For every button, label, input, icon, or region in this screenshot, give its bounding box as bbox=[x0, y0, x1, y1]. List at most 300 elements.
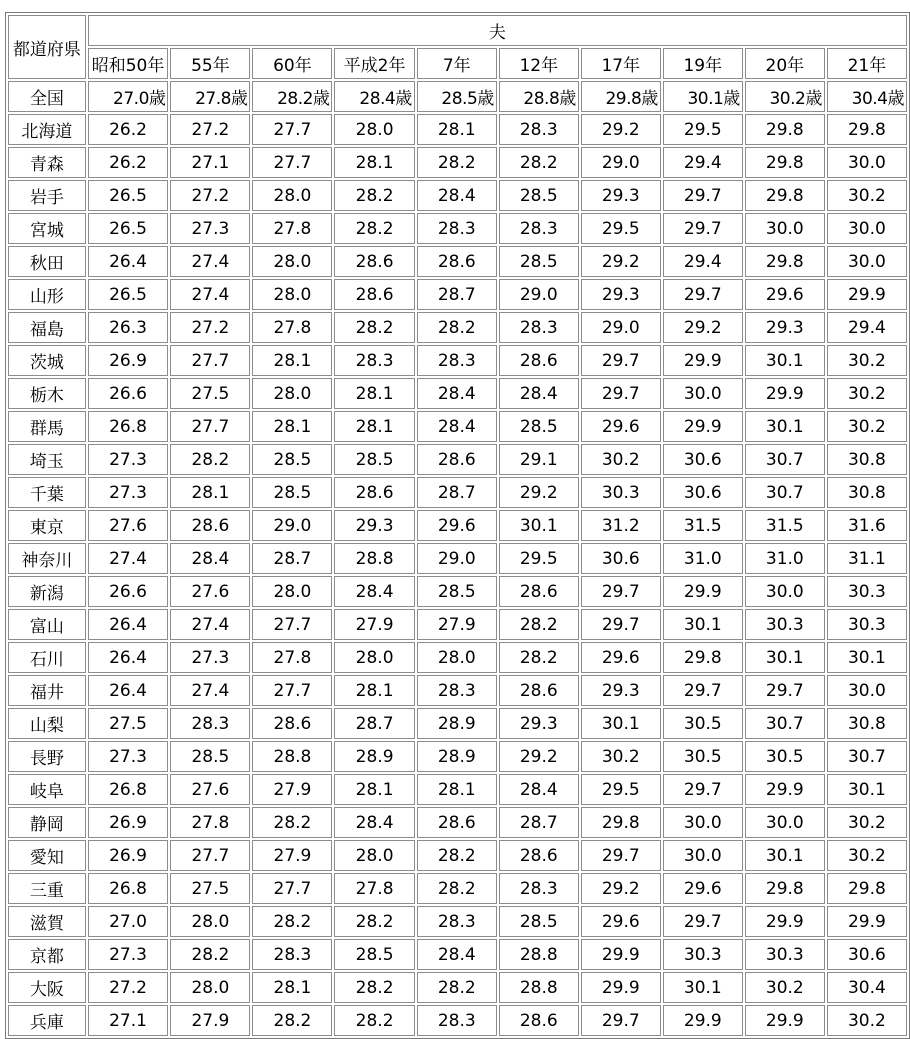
value-cell: 30.5 bbox=[745, 741, 825, 772]
value-cell: 29.3 bbox=[581, 279, 661, 310]
prefecture-cell: 福島 bbox=[8, 312, 86, 343]
value-cell: 28.8 bbox=[252, 741, 332, 772]
value-cell: 30.2 bbox=[581, 444, 661, 475]
value-cell: 29.9 bbox=[745, 906, 825, 937]
value-cell: 29.4 bbox=[663, 147, 743, 178]
prefecture-cell: 静岡 bbox=[8, 807, 86, 838]
value-cell: 31.6 bbox=[827, 510, 907, 541]
value-cell: 27.7 bbox=[252, 114, 332, 145]
value-cell: 29.9 bbox=[827, 906, 907, 937]
value-cell: 27.7 bbox=[170, 345, 250, 376]
table-row bbox=[8, 345, 907, 376]
value-cell: 29.7 bbox=[663, 279, 743, 310]
value-cell: 27.8 bbox=[252, 312, 332, 343]
value-cell: 30.0 bbox=[827, 147, 907, 178]
value-cell: 28.7 bbox=[252, 543, 332, 574]
value-cell: 28.2 bbox=[334, 1005, 414, 1036]
value-cell: 28.5 bbox=[170, 741, 250, 772]
value-cell: 28.5 bbox=[252, 477, 332, 508]
prefecture-cell: 福井 bbox=[8, 675, 86, 706]
value-cell: 26.4 bbox=[88, 609, 169, 640]
value-cell: 28.8 bbox=[499, 972, 579, 1003]
prefecture-cell: 滋賀 bbox=[8, 906, 86, 937]
value-cell: 27.7 bbox=[252, 675, 332, 706]
value-cell: 28.0 bbox=[252, 246, 332, 277]
table-row bbox=[8, 543, 907, 574]
value-cell: 27.8 bbox=[252, 642, 332, 673]
value-cell: 30.0 bbox=[663, 840, 743, 871]
prefecture-cell: 神奈川 bbox=[8, 543, 86, 574]
year-column-header: 昭和50年 bbox=[88, 48, 169, 79]
value-cell: 28.3 bbox=[334, 345, 414, 376]
value-cell: 29.5 bbox=[499, 543, 579, 574]
value-cell: 27.3 bbox=[170, 642, 250, 673]
value-cell: 30.2 bbox=[581, 741, 661, 772]
value-cell: 28.2 bbox=[334, 213, 414, 244]
year-column-header: 55年 bbox=[170, 48, 250, 79]
table-row bbox=[8, 444, 907, 475]
prefecture-cell: 石川 bbox=[8, 642, 86, 673]
prefecture-cell: 茨城 bbox=[8, 345, 86, 376]
prefecture-cell: 京都 bbox=[8, 939, 86, 970]
value-cell: 28.5 bbox=[334, 444, 414, 475]
year-column-header: 60年 bbox=[252, 48, 332, 79]
value-cell: 28.6 bbox=[499, 840, 579, 871]
value-cell: 28.6 bbox=[499, 345, 579, 376]
table-row bbox=[8, 477, 907, 508]
value-cell: 29.1 bbox=[499, 444, 579, 475]
prefecture-cell: 三重 bbox=[8, 873, 86, 904]
value-cell: 29.5 bbox=[663, 114, 743, 145]
value-cell: 27.4 bbox=[170, 279, 250, 310]
value-cell: 28.4 bbox=[499, 774, 579, 805]
value-cell: 29.3 bbox=[334, 510, 414, 541]
value-cell: 28.6 bbox=[417, 807, 497, 838]
value-cell: 28.0 bbox=[334, 642, 414, 673]
table-header bbox=[8, 15, 907, 79]
value-cell: 30.2 bbox=[827, 840, 907, 871]
value-cell: 29.3 bbox=[581, 180, 661, 211]
value-cell: 28.2 bbox=[334, 180, 414, 211]
table-row bbox=[8, 312, 907, 343]
value-cell: 28.1 bbox=[334, 378, 414, 409]
value-cell: 28.6 bbox=[499, 1005, 579, 1036]
value-cell: 28.5 bbox=[252, 444, 332, 475]
value-cell: 27.0歳 bbox=[88, 81, 169, 112]
value-cell: 28.3 bbox=[417, 1005, 497, 1036]
value-cell: 28.0 bbox=[170, 972, 250, 1003]
prefecture-cell: 兵庫 bbox=[8, 1005, 86, 1036]
value-cell: 30.6 bbox=[827, 939, 907, 970]
value-cell: 30.2 bbox=[827, 1005, 907, 1036]
value-cell: 29.6 bbox=[581, 642, 661, 673]
value-cell: 27.7 bbox=[170, 840, 250, 871]
value-cell: 29.2 bbox=[581, 873, 661, 904]
value-cell: 29.3 bbox=[745, 312, 825, 343]
prefecture-cell: 北海道 bbox=[8, 114, 86, 145]
value-cell: 29.9 bbox=[663, 411, 743, 442]
value-cell: 31.1 bbox=[827, 543, 907, 574]
prefecture-cell: 山梨 bbox=[8, 708, 86, 739]
value-cell: 28.1 bbox=[252, 972, 332, 1003]
value-cell: 29.5 bbox=[581, 774, 661, 805]
prefecture-cell: 大阪 bbox=[8, 972, 86, 1003]
value-cell: 28.1 bbox=[417, 774, 497, 805]
value-cell: 28.6 bbox=[170, 510, 250, 541]
value-cell: 28.3 bbox=[499, 312, 579, 343]
value-cell: 28.4 bbox=[417, 180, 497, 211]
table-container bbox=[5, 12, 910, 1039]
value-cell: 29.0 bbox=[417, 543, 497, 574]
value-cell: 28.4 bbox=[417, 378, 497, 409]
value-cell: 27.2 bbox=[170, 114, 250, 145]
value-cell: 29.5 bbox=[581, 213, 661, 244]
header-row-group bbox=[8, 15, 907, 46]
value-cell: 31.2 bbox=[581, 510, 661, 541]
value-cell: 28.7 bbox=[334, 708, 414, 739]
value-cell: 30.1 bbox=[827, 774, 907, 805]
value-cell: 29.7 bbox=[663, 774, 743, 805]
value-cell: 28.7 bbox=[499, 807, 579, 838]
value-cell: 30.0 bbox=[745, 213, 825, 244]
value-cell: 29.2 bbox=[499, 741, 579, 772]
value-cell: 30.0 bbox=[663, 807, 743, 838]
value-cell: 29.8 bbox=[581, 807, 661, 838]
value-cell: 28.0 bbox=[170, 906, 250, 937]
value-cell: 29.3 bbox=[581, 675, 661, 706]
prefecture-cell: 宮城 bbox=[8, 213, 86, 244]
value-cell: 30.0 bbox=[827, 246, 907, 277]
value-cell: 29.7 bbox=[581, 378, 661, 409]
value-cell: 28.2 bbox=[417, 147, 497, 178]
value-cell: 28.5 bbox=[499, 906, 579, 937]
value-cell: 27.3 bbox=[88, 477, 169, 508]
table-row bbox=[8, 774, 907, 805]
value-cell: 27.7 bbox=[252, 147, 332, 178]
value-cell: 26.4 bbox=[88, 642, 169, 673]
value-cell: 27.4 bbox=[88, 543, 169, 574]
table-row bbox=[8, 510, 907, 541]
value-cell: 29.2 bbox=[663, 312, 743, 343]
value-cell: 28.5 bbox=[417, 576, 497, 607]
value-cell: 27.6 bbox=[88, 510, 169, 541]
value-cell: 30.7 bbox=[745, 444, 825, 475]
value-cell: 28.8 bbox=[334, 543, 414, 574]
value-cell: 30.1 bbox=[663, 609, 743, 640]
value-cell: 30.4 bbox=[827, 972, 907, 1003]
value-cell: 30.1 bbox=[499, 510, 579, 541]
value-cell: 27.8 bbox=[334, 873, 414, 904]
value-cell: 28.3 bbox=[417, 906, 497, 937]
value-cell: 28.6 bbox=[252, 708, 332, 739]
value-cell: 29.9 bbox=[581, 972, 661, 1003]
value-cell: 28.5歳 bbox=[417, 81, 497, 112]
value-cell: 28.4 bbox=[499, 378, 579, 409]
prefecture-cell: 秋田 bbox=[8, 246, 86, 277]
year-column-header: 7年 bbox=[417, 48, 497, 79]
value-cell: 28.2 bbox=[499, 609, 579, 640]
value-cell: 28.3 bbox=[252, 939, 332, 970]
year-column-header: 20年 bbox=[745, 48, 825, 79]
value-cell: 27.2 bbox=[170, 312, 250, 343]
value-cell: 28.0 bbox=[334, 114, 414, 145]
value-cell: 27.9 bbox=[252, 840, 332, 871]
value-cell: 29.7 bbox=[581, 840, 661, 871]
value-cell: 26.2 bbox=[88, 114, 169, 145]
table-row bbox=[8, 972, 907, 1003]
prefecture-cell: 全国 bbox=[8, 81, 86, 112]
value-cell: 30.8 bbox=[827, 708, 907, 739]
table-row bbox=[8, 81, 907, 112]
value-cell: 29.9 bbox=[663, 1005, 743, 1036]
value-cell: 28.0 bbox=[252, 180, 332, 211]
value-cell: 26.6 bbox=[88, 576, 169, 607]
value-cell: 28.2 bbox=[252, 807, 332, 838]
prefecture-cell: 新潟 bbox=[8, 576, 86, 607]
value-cell: 28.1 bbox=[334, 774, 414, 805]
value-cell: 28.9 bbox=[417, 741, 497, 772]
value-cell: 29.9 bbox=[663, 345, 743, 376]
value-cell: 28.0 bbox=[252, 576, 332, 607]
value-cell: 27.7 bbox=[170, 411, 250, 442]
value-cell: 30.3 bbox=[581, 477, 661, 508]
value-cell: 28.2 bbox=[170, 444, 250, 475]
value-cell: 30.0 bbox=[827, 213, 907, 244]
value-cell: 28.0 bbox=[252, 378, 332, 409]
prefecture-cell: 山形 bbox=[8, 279, 86, 310]
husband-group-header: 夫 bbox=[88, 15, 907, 46]
value-cell: 29.9 bbox=[745, 1005, 825, 1036]
value-cell: 30.3 bbox=[827, 609, 907, 640]
value-cell: 29.3 bbox=[499, 708, 579, 739]
value-cell: 29.2 bbox=[581, 246, 661, 277]
value-cell: 28.2 bbox=[334, 312, 414, 343]
value-cell: 29.9 bbox=[827, 279, 907, 310]
value-cell: 29.4 bbox=[827, 312, 907, 343]
value-cell: 29.0 bbox=[499, 279, 579, 310]
value-cell: 29.8 bbox=[745, 147, 825, 178]
value-cell: 27.5 bbox=[88, 708, 169, 739]
value-cell: 29.8 bbox=[827, 873, 907, 904]
value-cell: 28.4 bbox=[417, 411, 497, 442]
value-cell: 27.8 bbox=[252, 213, 332, 244]
year-column-header: 21年 bbox=[827, 48, 907, 79]
value-cell: 29.2 bbox=[499, 477, 579, 508]
prefecture-cell: 愛知 bbox=[8, 840, 86, 871]
prefecture-cell: 富山 bbox=[8, 609, 86, 640]
value-cell: 28.5 bbox=[499, 246, 579, 277]
value-cell: 27.6 bbox=[170, 774, 250, 805]
value-cell: 30.1 bbox=[745, 840, 825, 871]
value-cell: 30.2 bbox=[827, 807, 907, 838]
value-cell: 30.3 bbox=[663, 939, 743, 970]
table-row bbox=[8, 246, 907, 277]
value-cell: 28.2 bbox=[252, 1005, 332, 1036]
value-cell: 30.1 bbox=[745, 345, 825, 376]
value-cell: 31.0 bbox=[663, 543, 743, 574]
value-cell: 28.4 bbox=[417, 939, 497, 970]
value-cell: 29.7 bbox=[581, 345, 661, 376]
value-cell: 28.2 bbox=[499, 642, 579, 673]
value-cell: 29.7 bbox=[663, 906, 743, 937]
value-cell: 28.3 bbox=[499, 213, 579, 244]
value-cell: 27.1 bbox=[170, 147, 250, 178]
value-cell: 27.5 bbox=[170, 378, 250, 409]
value-cell: 28.2 bbox=[334, 906, 414, 937]
prefecture-cell: 栃木 bbox=[8, 378, 86, 409]
value-cell: 27.7 bbox=[252, 609, 332, 640]
value-cell: 28.6 bbox=[499, 675, 579, 706]
value-cell: 28.6 bbox=[499, 576, 579, 607]
value-cell: 27.4 bbox=[170, 246, 250, 277]
value-cell: 30.6 bbox=[663, 444, 743, 475]
value-cell: 28.2歳 bbox=[252, 81, 332, 112]
table-row bbox=[8, 1005, 907, 1036]
value-cell: 26.9 bbox=[88, 345, 169, 376]
value-cell: 29.0 bbox=[581, 147, 661, 178]
value-cell: 29.8 bbox=[745, 114, 825, 145]
table-body bbox=[8, 81, 907, 1036]
value-cell: 27.9 bbox=[252, 774, 332, 805]
table-row bbox=[8, 642, 907, 673]
value-cell: 27.1 bbox=[88, 1005, 169, 1036]
value-cell: 28.2 bbox=[417, 840, 497, 871]
value-cell: 26.8 bbox=[88, 873, 169, 904]
marriage-age-table bbox=[5, 12, 910, 1039]
value-cell: 30.3 bbox=[745, 939, 825, 970]
value-cell: 30.8 bbox=[827, 444, 907, 475]
value-cell: 29.4 bbox=[663, 246, 743, 277]
value-cell: 28.8歳 bbox=[499, 81, 579, 112]
value-cell: 26.5 bbox=[88, 180, 169, 211]
value-cell: 31.5 bbox=[745, 510, 825, 541]
value-cell: 28.4歳 bbox=[334, 81, 414, 112]
table-row bbox=[8, 180, 907, 211]
value-cell: 31.0 bbox=[745, 543, 825, 574]
value-cell: 28.4 bbox=[334, 807, 414, 838]
value-cell: 29.0 bbox=[252, 510, 332, 541]
value-cell: 29.0 bbox=[581, 312, 661, 343]
table-row bbox=[8, 840, 907, 871]
value-cell: 27.8 bbox=[170, 807, 250, 838]
value-cell: 28.9 bbox=[334, 741, 414, 772]
value-cell: 27.7 bbox=[252, 873, 332, 904]
value-cell: 30.3 bbox=[745, 609, 825, 640]
value-cell: 29.7 bbox=[581, 609, 661, 640]
value-cell: 28.6 bbox=[417, 444, 497, 475]
value-cell: 29.8 bbox=[827, 114, 907, 145]
value-cell: 29.6 bbox=[663, 873, 743, 904]
value-cell: 30.7 bbox=[745, 477, 825, 508]
value-cell: 26.9 bbox=[88, 840, 169, 871]
value-cell: 29.9 bbox=[581, 939, 661, 970]
table-row bbox=[8, 741, 907, 772]
value-cell: 29.7 bbox=[745, 675, 825, 706]
value-cell: 27.2 bbox=[170, 180, 250, 211]
table-row bbox=[8, 939, 907, 970]
value-cell: 28.3 bbox=[499, 873, 579, 904]
value-cell: 28.5 bbox=[499, 411, 579, 442]
value-cell: 27.4 bbox=[170, 675, 250, 706]
value-cell: 30.2 bbox=[827, 345, 907, 376]
value-cell: 28.2 bbox=[334, 972, 414, 1003]
value-cell: 28.3 bbox=[417, 345, 497, 376]
value-cell: 28.4 bbox=[334, 576, 414, 607]
value-cell: 30.1 bbox=[827, 642, 907, 673]
value-cell: 27.3 bbox=[88, 444, 169, 475]
value-cell: 26.4 bbox=[88, 675, 169, 706]
value-cell: 30.3 bbox=[827, 576, 907, 607]
value-cell: 27.3 bbox=[88, 741, 169, 772]
prefecture-column-header: 都道府県 bbox=[8, 15, 86, 79]
value-cell: 28.6 bbox=[334, 477, 414, 508]
value-cell: 30.2 bbox=[827, 411, 907, 442]
value-cell: 28.1 bbox=[417, 114, 497, 145]
value-cell: 26.5 bbox=[88, 279, 169, 310]
value-cell: 30.0 bbox=[745, 576, 825, 607]
value-cell: 28.6 bbox=[417, 246, 497, 277]
value-cell: 30.7 bbox=[827, 741, 907, 772]
value-cell: 28.8 bbox=[499, 939, 579, 970]
value-cell: 28.2 bbox=[252, 906, 332, 937]
value-cell: 28.0 bbox=[334, 840, 414, 871]
value-cell: 28.3 bbox=[417, 213, 497, 244]
value-cell: 30.2 bbox=[745, 972, 825, 1003]
value-cell: 29.6 bbox=[417, 510, 497, 541]
value-cell: 28.3 bbox=[499, 114, 579, 145]
value-cell: 30.0 bbox=[745, 807, 825, 838]
value-cell: 30.1 bbox=[745, 411, 825, 442]
value-cell: 30.0 bbox=[827, 675, 907, 706]
table-row bbox=[8, 378, 907, 409]
value-cell: 29.7 bbox=[663, 213, 743, 244]
value-cell: 29.8 bbox=[745, 246, 825, 277]
value-cell: 29.2 bbox=[581, 114, 661, 145]
value-cell: 26.6 bbox=[88, 378, 169, 409]
value-cell: 28.1 bbox=[334, 675, 414, 706]
value-cell: 27.0 bbox=[88, 906, 169, 937]
table-row bbox=[8, 279, 907, 310]
value-cell: 26.2 bbox=[88, 147, 169, 178]
value-cell: 26.9 bbox=[88, 807, 169, 838]
value-cell: 30.1 bbox=[663, 972, 743, 1003]
table-row bbox=[8, 213, 907, 244]
value-cell: 27.6 bbox=[170, 576, 250, 607]
prefecture-cell: 岐阜 bbox=[8, 774, 86, 805]
value-cell: 27.3 bbox=[170, 213, 250, 244]
table-row bbox=[8, 708, 907, 739]
value-cell: 29.7 bbox=[663, 180, 743, 211]
prefecture-cell: 埼玉 bbox=[8, 444, 86, 475]
value-cell: 30.1 bbox=[581, 708, 661, 739]
year-column-header: 17年 bbox=[581, 48, 661, 79]
value-cell: 29.7 bbox=[581, 1005, 661, 1036]
value-cell: 28.1 bbox=[252, 411, 332, 442]
value-cell: 26.8 bbox=[88, 411, 169, 442]
table-row bbox=[8, 609, 907, 640]
value-cell: 29.8 bbox=[745, 180, 825, 211]
value-cell: 27.2 bbox=[88, 972, 169, 1003]
value-cell: 28.5 bbox=[499, 180, 579, 211]
table-row bbox=[8, 147, 907, 178]
table-row bbox=[8, 576, 907, 607]
value-cell: 28.0 bbox=[417, 642, 497, 673]
value-cell: 30.5 bbox=[663, 708, 743, 739]
value-cell: 26.3 bbox=[88, 312, 169, 343]
value-cell: 29.7 bbox=[581, 576, 661, 607]
prefecture-cell: 千葉 bbox=[8, 477, 86, 508]
value-cell: 28.2 bbox=[417, 972, 497, 1003]
